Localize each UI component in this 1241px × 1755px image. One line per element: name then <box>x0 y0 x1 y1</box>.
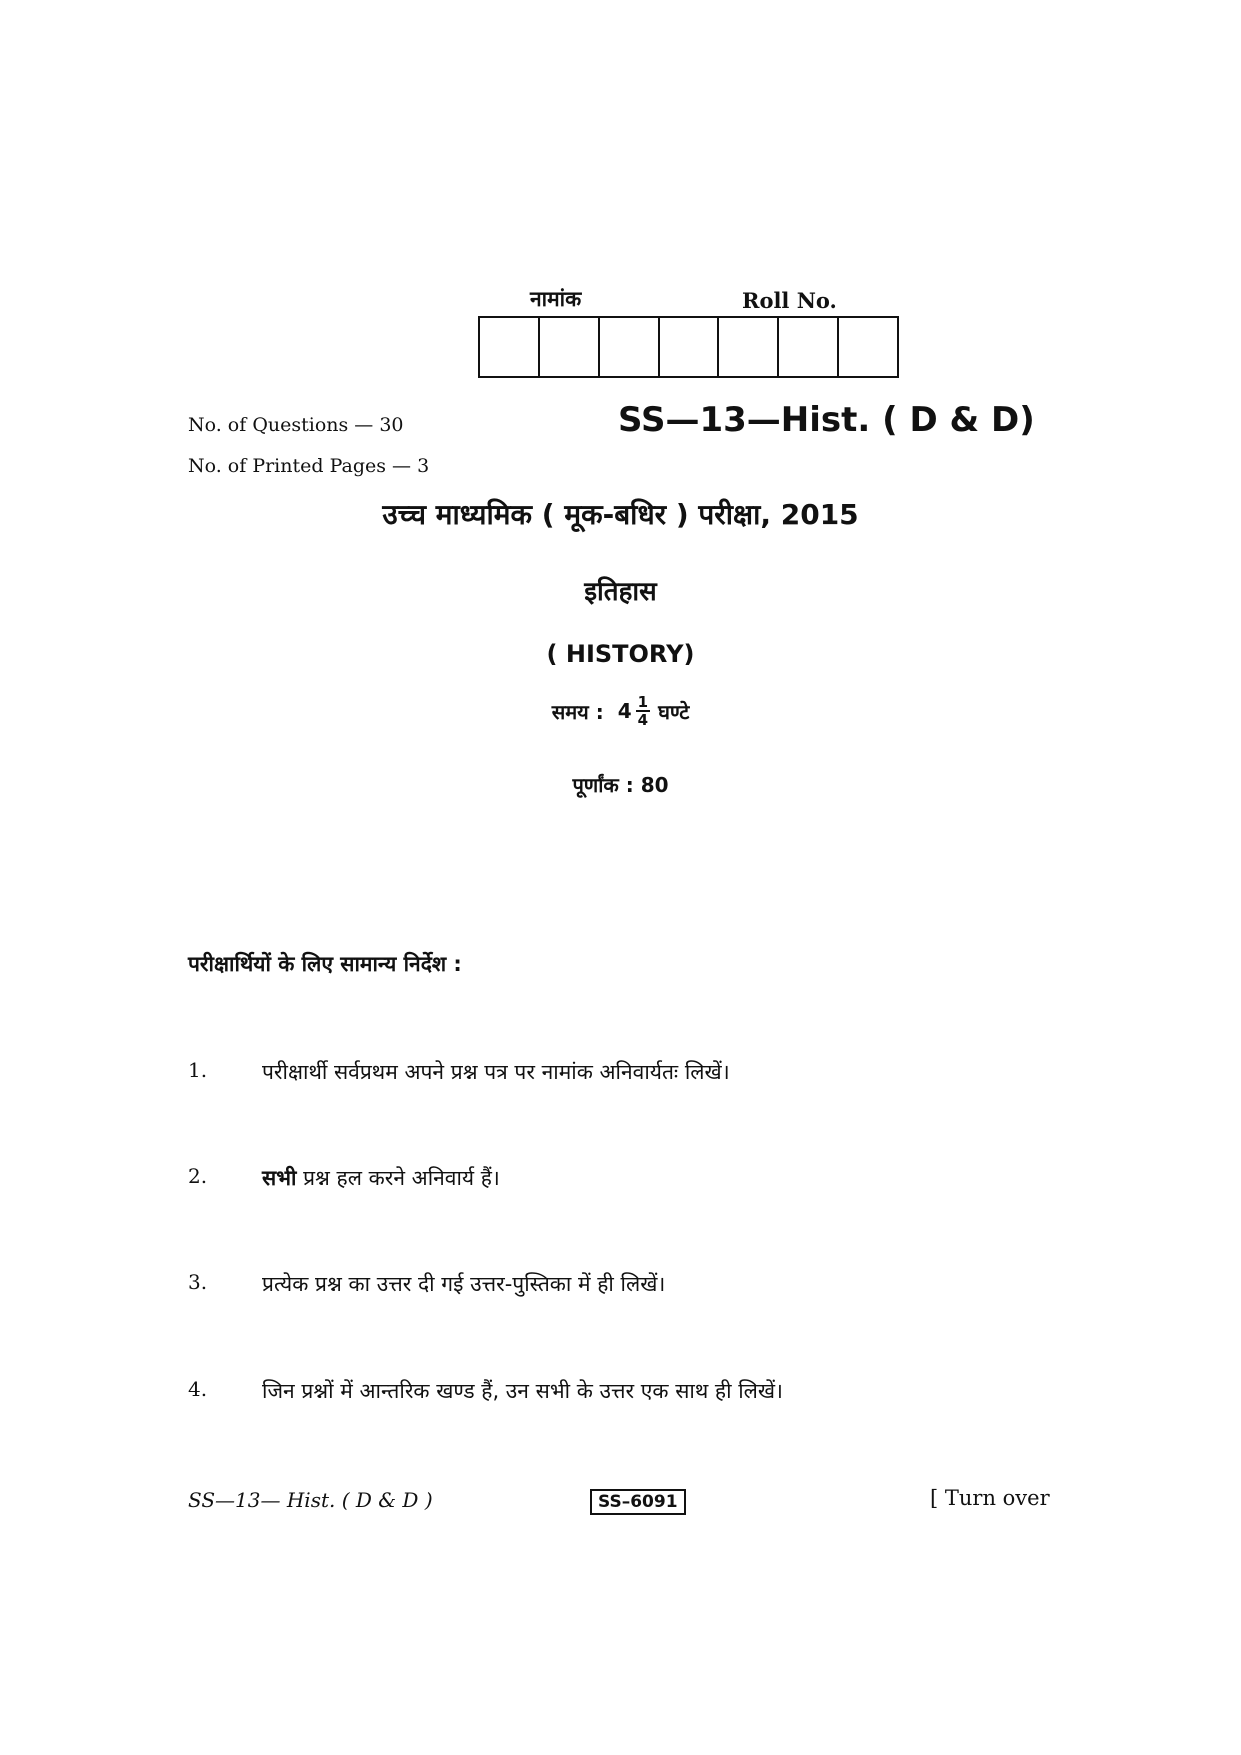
roll-label-hindi: नामांक <box>530 287 582 311</box>
maximum-marks: पूर्णांक : 80 <box>572 773 669 797</box>
footer-serial-code: SS–6091 <box>590 1489 686 1515</box>
number-of-questions: No. of Questions — 30 <box>188 414 404 436</box>
time-fraction <box>636 694 650 728</box>
time-unit: घण्टे <box>658 699 690 724</box>
instruction-number: 4. <box>188 1377 208 1401</box>
footer-paper-code: SS—13— Hist. ( D & D ) <box>188 1488 433 1512</box>
roll-digit-box <box>600 318 660 376</box>
instruction-text: प्रत्येक प्रश्न का उत्तर दी गई उत्तर-पुस्तिका में ही लिखें। <box>262 1272 666 1296</box>
time-fraction-numerator: 1 <box>637 693 649 711</box>
instructions-heading: परीक्षार्थियों के लिए सामान्य निर्देश : <box>188 952 462 976</box>
turn-over-note: [ Turn over <box>930 1486 1050 1510</box>
number-of-printed-pages: No. of Printed Pages — 3 <box>188 455 430 477</box>
roll-digit-box <box>779 318 839 376</box>
instruction-emphasis: सभी <box>262 1166 297 1190</box>
roll-label-english: Roll No. <box>742 288 837 313</box>
roll-digit-box <box>540 318 600 376</box>
time-fraction-denominator: 4 <box>637 711 649 729</box>
roll-number-boxes <box>478 316 899 378</box>
instruction-number: 2. <box>188 1164 208 1188</box>
roll-digit-box <box>719 318 779 376</box>
roll-digit-box <box>839 318 897 376</box>
time-allowed <box>0 694 1241 728</box>
subject-english: ( HISTORY) <box>546 640 695 668</box>
instruction-text-rest: प्रश्न हल करने अनिवार्य हैं। <box>296 1166 500 1190</box>
instruction-text: परीक्षार्थी सर्वप्रथम अपने प्रश्न पत्र पर नामांक अनिवार्यतः लिखें। <box>262 1060 730 1084</box>
roll-digit-box <box>480 318 540 376</box>
time-whole: 4 <box>617 699 632 723</box>
exam-title: उच्च माध्यमिक ( मूक-बधिर ) परीक्षा, 2015 <box>382 498 859 531</box>
instruction-number: 3. <box>188 1270 208 1294</box>
instruction-text: जिन प्रश्नों में आन्तरिक खण्ड हैं, उन सभी के उत्तर एक साथ ही लिखें। <box>262 1379 784 1403</box>
paper-code: SS—13—Hist. ( D & D) <box>618 400 1035 440</box>
instruction-number: 1. <box>188 1058 208 1082</box>
time-label: समय : <box>551 699 604 724</box>
roll-digit-box <box>660 318 720 376</box>
subject-hindi: इतिहास <box>584 577 657 607</box>
instruction-text <box>262 1164 500 1192</box>
